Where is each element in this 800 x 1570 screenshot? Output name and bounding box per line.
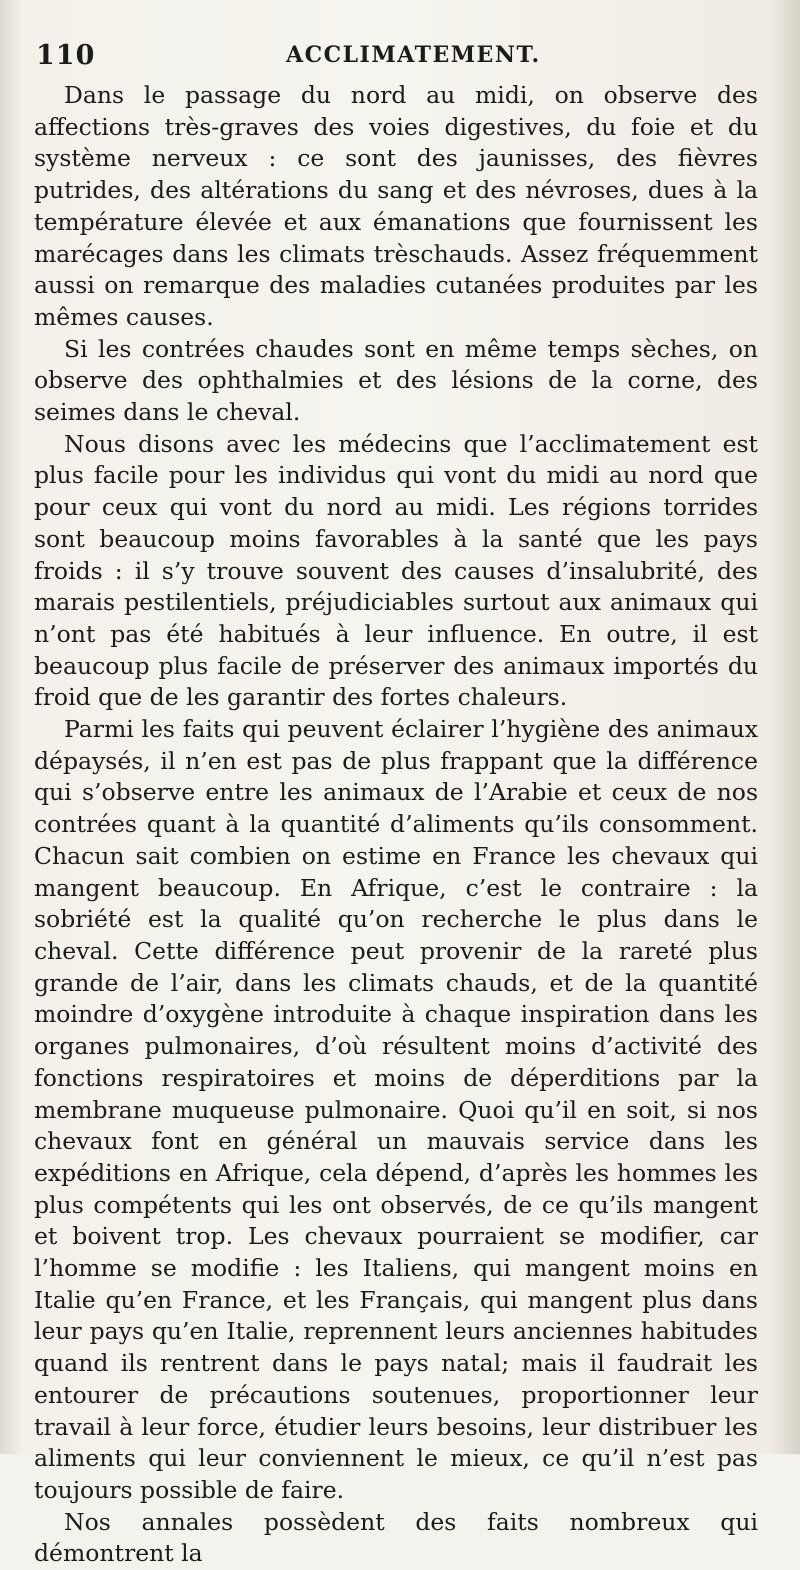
running-title: ACCLIMATEMENT. [286, 42, 541, 68]
paragraph-dry-regions: Si les contrées chaudes sont en même temps sèches, on observe des ophthalmies et des lésions de la corne, des seimes dans le cheval. [34, 334, 758, 427]
paragraph-food-quantity: Parmi les faits qui peuvent éclairer l’hygiène des animaux dépaysés, il n’en est pas de plus frappant que la différence qui s’observe entre les animaux de l’Arabie et ceux de nos contrées quant à la quantité d’aliments qu’ils consomment. Chacun sait combien on estime en France les chevaux qui mangent beaucoup. En Afrique, c’est le contraire : la sobriété est la qualité qu’on recherche le plus dans le cheval. Cette différence peut provenir de la rareté plus grande de l’air, dans les climats chauds, et de la quantité moindre d’oxygène introduite à chaque inspiration dans les organes pulmonaires, d’où résultent moins d’activité des fonctions respiratoires et moins de déperditions par la membrane muqueuse pulmonaire. Quoi qu’il en soit, si nos chevaux font en général un mauvais service dans les expéditions en Afrique, cela dépend, d’après les hommes les plus compétents qui les ont observés, de ce qu’ils mangent et boivent trop. Les chevaux pourraient se modifier, car l’homme se modifie : les Italiens, qui mangent moins en Italie qu’en France, et les Français, qui mangent plus dans leur pays qu’en Italie, reprennent leurs anciennes habitudes quand ils rentrent dans le pays natal; mais il faudrait les entourer de précautions soutenues, proportionner leur travail à leur force, étudier leurs besoins, leur distribuer les aliments qui leur conviennent le mieux, ce qu’il n’est pas toujours possible de faire. [34, 715, 758, 1504]
page-header [32, 34, 770, 74]
paragraph-annales: Nos annales possèdent des faits nombreux qui démontrent la [34, 1507, 758, 1568]
paragraph-acclimatement-direction: Nous disons avec les médecins que l’acclimatement est plus facile pour les individus qui vont du midi au nord que pour ceux qui vont du nord au midi. Les régions torrides sont beaucoup moins favorables à la santé que les pays froids : il s’y trouve souvent des causes d’insalubrité, des marais pestilentiels, préjudiciables surtout aux animaux qui n’ont pas été habitués à leur influence. En outre, il est beaucoup plus facile de préserver des animaux importés du froid que de les garantir des fortes chaleurs. [34, 429, 758, 712]
paragraph-digestive-affections: Dans le passage du nord au midi, on observe des affections très-graves des voies digestives, du foie et du système nerveux : ce sont des jaunisses, des fièvres putrides, des altérations du sang et des névroses, dues à la température élevée et aux émanations que fournissent les marécages dans les climats trèschauds. Assez fréquemment aussi on remarque des maladies cutanées produites par les mêmes causes. [34, 81, 758, 331]
body-text [34, 80, 758, 1570]
page-number: 110 [36, 40, 96, 71]
